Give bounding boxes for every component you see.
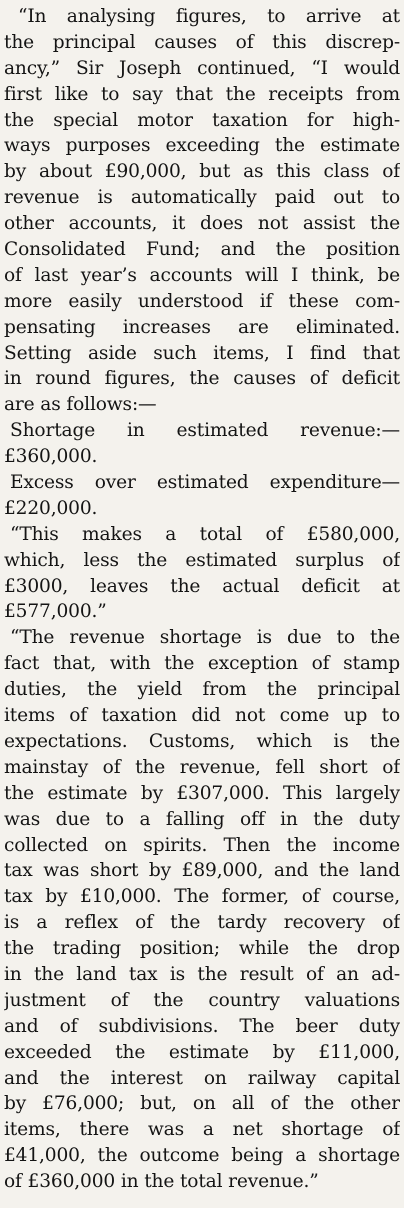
article-line: the special motor taxation for high- [4, 109, 400, 131]
article-line: duties, the yield from the principal [4, 679, 400, 701]
article-line: £577,000.” [4, 601, 107, 623]
article-line: Consolidated Fund; and the position [4, 239, 400, 261]
article-line: Shortage in estimated revenue:— [10, 420, 400, 442]
article-line: items of taxation did not come up to [4, 705, 400, 727]
article-line: of last year’s accounts will I think, be [4, 264, 400, 286]
article-line: Setting aside such items, I find that [4, 342, 400, 364]
article-line: tax was short by £89,000, and the land [4, 860, 400, 882]
article-line: £360,000. [4, 446, 98, 468]
article-line: “This makes a total of £580,000, [10, 523, 400, 545]
article-line: items, there was a net shortage of [4, 1119, 400, 1141]
article-line: tax by £10,000. The former, of course, [4, 886, 400, 908]
article-line: and of subdivisions. The beer duty [4, 1015, 400, 1037]
article-line: in round figures, the causes of deficit [4, 368, 400, 390]
article-line: £220,000. [4, 497, 98, 519]
article-line: the principal causes of this discrep- [4, 31, 400, 53]
newspaper-article-column [4, 4, 400, 1195]
article-line: £3000, leaves the actual deficit at [4, 575, 400, 597]
article-line: collected on spirits. Then the income [4, 834, 400, 856]
article-line: exceeded the estimate by £11,000, [4, 1041, 400, 1063]
article-line: which, less the estimated surplus of [4, 549, 400, 571]
article-line: fact that, with the exception of stamp [4, 653, 400, 675]
article-line: and the interest on railway capital [4, 1067, 400, 1089]
article-line: the estimate by £307,000. This largely [4, 782, 400, 804]
article-line: in the land tax is the result of an ad- [4, 963, 400, 985]
article-line: by £76,000; but, on all of the other [4, 1093, 400, 1115]
article-line: pensating increases are eliminated. [4, 316, 400, 338]
article-line: ways purposes exceeding the estimate [4, 135, 400, 157]
article-line: of £360,000 in the total revenue.” [4, 1171, 319, 1193]
article-line: justment of the country valuations [4, 989, 400, 1011]
article-line: was due to a falling off in the duty [4, 808, 400, 830]
article-line: revenue is automatically paid out to [4, 187, 400, 209]
article-line: mainstay of the revenue, fell short of [4, 756, 400, 778]
article-line: expectations. Customs, which is the [4, 730, 400, 752]
article-line: “In analysing figures, to arrive at [18, 6, 400, 27]
article-line: is a reflex of the tardy recovery of [4, 912, 400, 934]
article-line: ancy,” Sir Joseph continued, “I would [4, 57, 400, 79]
article-line: the trading position; while the drop [4, 938, 400, 960]
article-line: more easily understood if these com- [4, 290, 400, 312]
article-line: Excess over estimated expenditure— [10, 472, 400, 494]
article-line: other accounts, it does not assist the [4, 213, 400, 235]
article-line: by about £90,000, but as this class of [4, 161, 400, 183]
article-line: first like to say that the receipts from [4, 83, 400, 105]
article-line: £41,000, the outcome being a shortage [4, 1145, 400, 1167]
article-line: “The revenue shortage is due to the [10, 627, 400, 649]
article-line: are as follows:— [4, 394, 157, 416]
